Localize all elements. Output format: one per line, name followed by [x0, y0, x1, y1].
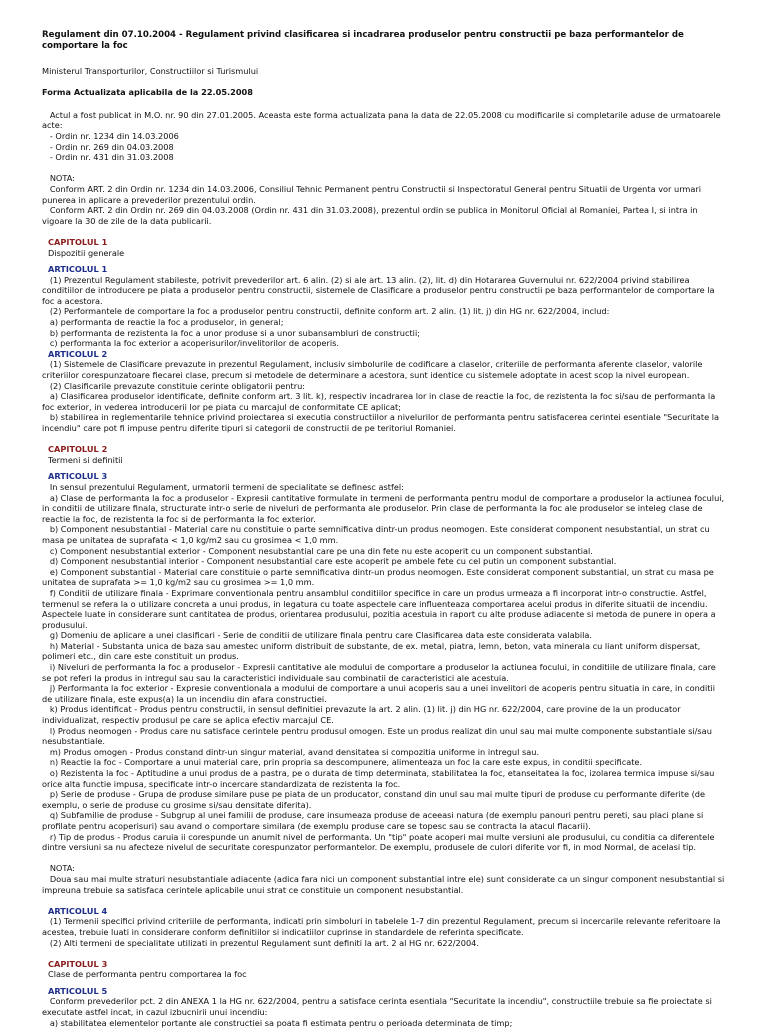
paragraph: n) Reactie la foc - Comportare a unui material care, prin propria sa descompunere, alimenteaza un foc la care este expus, in conditii specificate. [42, 757, 643, 768]
paragraph: (2) Alti termeni de specialitate utilizati in prezentul Regulament sunt definiti la art. 2 al HG nr. 622/2004. [42, 937, 479, 948]
paragraph: - Ordin nr. 269 din 04.03.2008 [42, 141, 174, 152]
paragraph: (1) Termenii specifici privind criteriile de performanta, indicati prin simboluri in tabelele 1-7 din prezentul Regulament, precum si incercarile relevante referitoare la acestea, trebuie luati in considerare conform definitiilor si indicatiilor cuprinse in standardele de referinta specificate. [42, 916, 724, 937]
chapter-heading: CAPITOLUL 1 [48, 236, 108, 247]
paragraph: g) Domeniu de aplicare a unei clasificari - Serie de conditii de utilizare finala pentru care Clasificarea data este considerata valabila. [42, 630, 593, 641]
article-heading: ARTICOLUL 2 [48, 348, 108, 359]
paragraph: - Ordin nr. 1234 din 14.03.2006 [42, 130, 179, 141]
chapter-subtitle: Termeni si definitii [48, 454, 123, 465]
article-heading: ARTICOLUL 3 [48, 471, 108, 482]
paragraph: (1) Prezentul Regulament stabileste, potrivit prevederilor art. 6 alin. (2) si ale art. 13 alin. (2), lit. d) din Hotararea Guvernului nr. 622/2004 privind stabilirea conditiilor de introducere pe piata a produselor pentru constructii, sistemele de Clasificare a produselor pentru constructii pe baza performantelor de comportare la foc a acestora. [42, 274, 718, 306]
chapter-subtitle: Clase de performanta pentru comportarea la foc [48, 969, 247, 980]
paragraph: j) Performanta la foc exterior - Expresie conventionala a modului de comportare a unui acoperis sau a unei invelitori de acoperis pentru situatia in care, in conditii de utilizare finala, este expus(a) la un incendiu din afara constructiei. [42, 683, 718, 704]
paragraph: (1) Sistemele de Clasificare prevazute in prezentul Regulament, inclusiv simbolurile de codificare a claselor, criteriile de performanta aferente claselor, valorile criteriilor corespunzatoare fiecarei clase, precum si metodele de determinare a acestora, sunt identice cu sistemele adoptate in acest scop la nivel european. [42, 359, 706, 381]
paragraph: e) Component substantial - Material care constituie o parte semnificativa dintr-un produs neomogen. Este considerat component substantial, un strat cu masa pe unitatea de suprafata >= 1,0 kg/m2 sau cu grosimea >= 1,0 mm. [42, 566, 717, 588]
paragraph: (2) Clasificarile prevazute constituie cerinte obligatorii pentru: [42, 380, 306, 391]
paragraph: r) Tip de produs - Produs caruia ii corespunde un anumit nivel de performanta. Un "tip" poate acoperi mai multe versiuni ale produsului, cu conditia ca diferentele dintre versiuni sa nu afecteze nivelul de securitate corespunzator performantelor. De exemplu, produsele de culori diferite vor fi, in mod Normal, de acelasi tip. [42, 831, 718, 853]
paragraph: k) Produs identificat - Produs pentru constructii, in sensul definitiei prevazute la art. 2 alin. (1) lit. j) din HG nr. 622/2004, care provine de la un producator individualizat, respectiv produsul pe care se aplica efectiv marcajul CE. [42, 704, 684, 726]
paragraph: c) performanta la foc exterior a acoperisurilor/invelitorilor de acoperis. [42, 338, 339, 349]
paragraph: f) Conditii de utilizare finala - Exprimare conventionala pentru ansamblul conditiilor specifice in care un produs urmeaza a fi incorporat intr-o constructie. Astfel, termenul se refera la o utilizare concreta a unui produs, in legatura cu toate aspectele care influenteaza comportarea acelui produs in diferite situatii de incendiu. Aspectele luate in considerare sunt cantitatea de produs, orientarea produsului, pozitia acestuia in raport cu alte produse adiacente si metoda de punere in opera a produsului. [42, 587, 719, 630]
paragraph: o) Rezistenta la foc - Aptitudine a unui produs de a pastra, pe o durata de timp determinata, stabilitatea la foc, etanseitatea la foc, izolarea termica impuse si/sau orice alta functie impusa, specificate intr-o incercare standardizata de rezistenta la foc. [42, 768, 717, 789]
paragraph: p) Serie de produse - Grupa de produse similare puse pe piata de un producator, constand din unul sau mai multe tipuri de produse cu performante diferite (de exemplu, o serie de produse cu grosime si/sau densitate diferita). [42, 789, 708, 810]
paragraph: h) Material - Substanta unica de baza sau amestec uniform distribuit de substante, de ex. metal, piatra, lemn, beton, vata minerala cu liant uniform dispersat, polimeri etc., din care este constituit un produs. [42, 640, 703, 662]
paragraph: - Ordin nr. 431 din 31.03.2008 [42, 152, 174, 163]
paragraph: a) Clase de performanta la foc a produselor - Expresii cantitative formulate in termeni de performanta pentru modul de comportare a produselor la actiunea focului, in conditii de utilizare finala, structurate intr-o serie de niveluri de performanta ale produselor. Prin clase de performanta la foc ale produselor se inteleg clase de reactie la foc, de rezistenta la foc si de performanta la foc exterior. [42, 492, 727, 524]
paragraph: m) Produs omogen - Produs constand dintr-un singur material, avand densitatea si compozitia uniforme in intregul sau. [42, 746, 540, 757]
paragraph: In sensul prezentului Regulament, urmatorii termeni de specialitate se definesc astfel: [42, 481, 404, 492]
publication-note [42, 110, 726, 163]
paragraph: d) Component nesubstantial interior - Component nesubstantial care este acoperit pe ambele fete cu cel putin un component substantial. [42, 556, 617, 567]
chapter-heading: CAPITOLUL 2 [48, 444, 108, 455]
paragraph: c) Component nesubstantial exterior - Component nesubstantial care pe una din fete nu este acoperit cu un component substantial. [42, 545, 593, 556]
article-heading: ARTICOLUL 4 [48, 905, 108, 916]
paragraph: a) stabilitatea elementelor portante ale constructiei sa poata fi estimata pentru o perioada determinata de timp; [42, 1017, 513, 1028]
paragraph: a) Clasificarea produselor identificate, definite conform art. 3 lit. k), respectiv incadrarea lor in clase de reactie la foc, de rezistenta la foc si/sau de performanta la foc exterior, in vederea introducerii lor pe piata cu marcajul de conformitate CE aplicat; [42, 391, 718, 412]
paragraph: Conform ART. 2 din Ordin nr. 1234 din 14.03.2006, Consiliul Tehnic Permanent pentru Constructii si Inspectoratul General pentru Situatii de Urgenta vor urmari punerea in aplicare a prevederilor prezentului ordin. [42, 183, 704, 205]
article-heading: ARTICOLUL 1 [48, 264, 108, 275]
paragraph: q) Subfamilie de produse - Subgrup al unei familii de produse, care insumeaza produse de aceeasi natura (de exemplu panouri pentru pereti, sau placi plane si profilate pentru acoperisuri) sau avand o comportare similara (de exemplu produse care se topesc sau se contracta la atacul flacarii). [42, 810, 706, 831]
document-title: Regulament din 07.10.2004 - Regulament privind clasificarea si incadrarea produselor pentru constructii pe baza performantelor de comportare la foc [42, 30, 684, 51]
version-heading: Forma Actualizata aplicabila de la 22.05.2008 [42, 87, 253, 98]
paragraph: NOTA: [42, 173, 75, 184]
nota-block [42, 173, 726, 226]
paragraph: a) performanta de reactie la foc a produselor, in general; [42, 317, 284, 328]
paragraph: Actul a fost publicat in M.O. nr. 90 din 27.01.2005. Aceasta este forma actualizata pana la data de 22.05.2008 cu modificarile si completarile aduse de urmatoarele acte: [42, 109, 724, 131]
paragraph: Conform ART. 2 din Ordin nr. 269 din 04.03.2008 (Ordin nr. 431 din 31.03.2008), prezentul ordin se publica in Monitorul Oficial al Romaniei, Partea I, si intra in vigoare la 30 de zile de la data publicarii. [42, 205, 701, 226]
paragraph: NOTA: [42, 863, 75, 874]
paragraph: l) Produs neomogen - Produs care nu satisface cerintele pentru produsul omogen. Este un produs realizat din unul sau mai multe componente substantiale si/sau nesubstantiale. [42, 725, 715, 747]
paragraph: (2) Performantele de comportare la foc a produselor pentru constructii, definite conform art. 2 alin. (1) lit. j) din HG nr. 622/2004, includ: [42, 306, 610, 317]
paragraph: b) performanta de rezistenta la foc a unor produse si a unor subansambluri de constructii; [42, 327, 420, 338]
paragraph: b) Component nesubstantial - Material care nu constituie o parte semnificativa dintr-un produs neomogen. Este considerat component nesubstantial, un strat cu masa pe unitatea de suprafata < 1,0 kg/m2 sau cu grosimea < 1,0 mm. [42, 524, 713, 545]
paragraph: Doua sau mai multe straturi nesubstantiale adiacente (adica fara nici un component substantial intre ele) sunt considerate ca un singur component nesubstantial si impreuna trebuie sa satisfaca cerintele aplicabile unui strat ce constituie un component nesubstantial. [42, 873, 727, 895]
paragraph: b) stabilirea in reglementarile tehnice privind proiectarea si executia constructiilor a nivelurilor de performanta pentru satisfacerea cerintei esentiale "Securitate la incendiu" care pot fi impuse pentru diferite tipuri si categorii de constructii de pe teritoriul Romaniei. [42, 412, 722, 433]
chapter-heading: CAPITOLUL 3 [48, 958, 108, 969]
paragraph: i) Niveluri de performanta la foc a produselor - Expresii cantitative ale modului de comportare a produselor la actiunea focului, in conditiile de utilizare finala, care se pot referi la produs in intregul sau sau la caracteristici individuale sau combinatii de caracteristici ale acestuia. [42, 662, 719, 683]
article-heading: ARTICOLUL 5 [48, 985, 108, 996]
issuing-ministry: Ministerul Transporturilor, Constructiilor si Turismului [42, 65, 259, 76]
paragraph: Conform prevederilor pct. 2 din ANEXA 1 la HG nr. 622/2004, pentru a satisface cerinta esentiala "Securitate la incendiu", constructiile trebuie sa fie proiectate si executate astfel incat, in cazul izbucnirii unui incendiu: [42, 996, 715, 1018]
chapter-subtitle: Dispozitii generale [48, 247, 125, 258]
